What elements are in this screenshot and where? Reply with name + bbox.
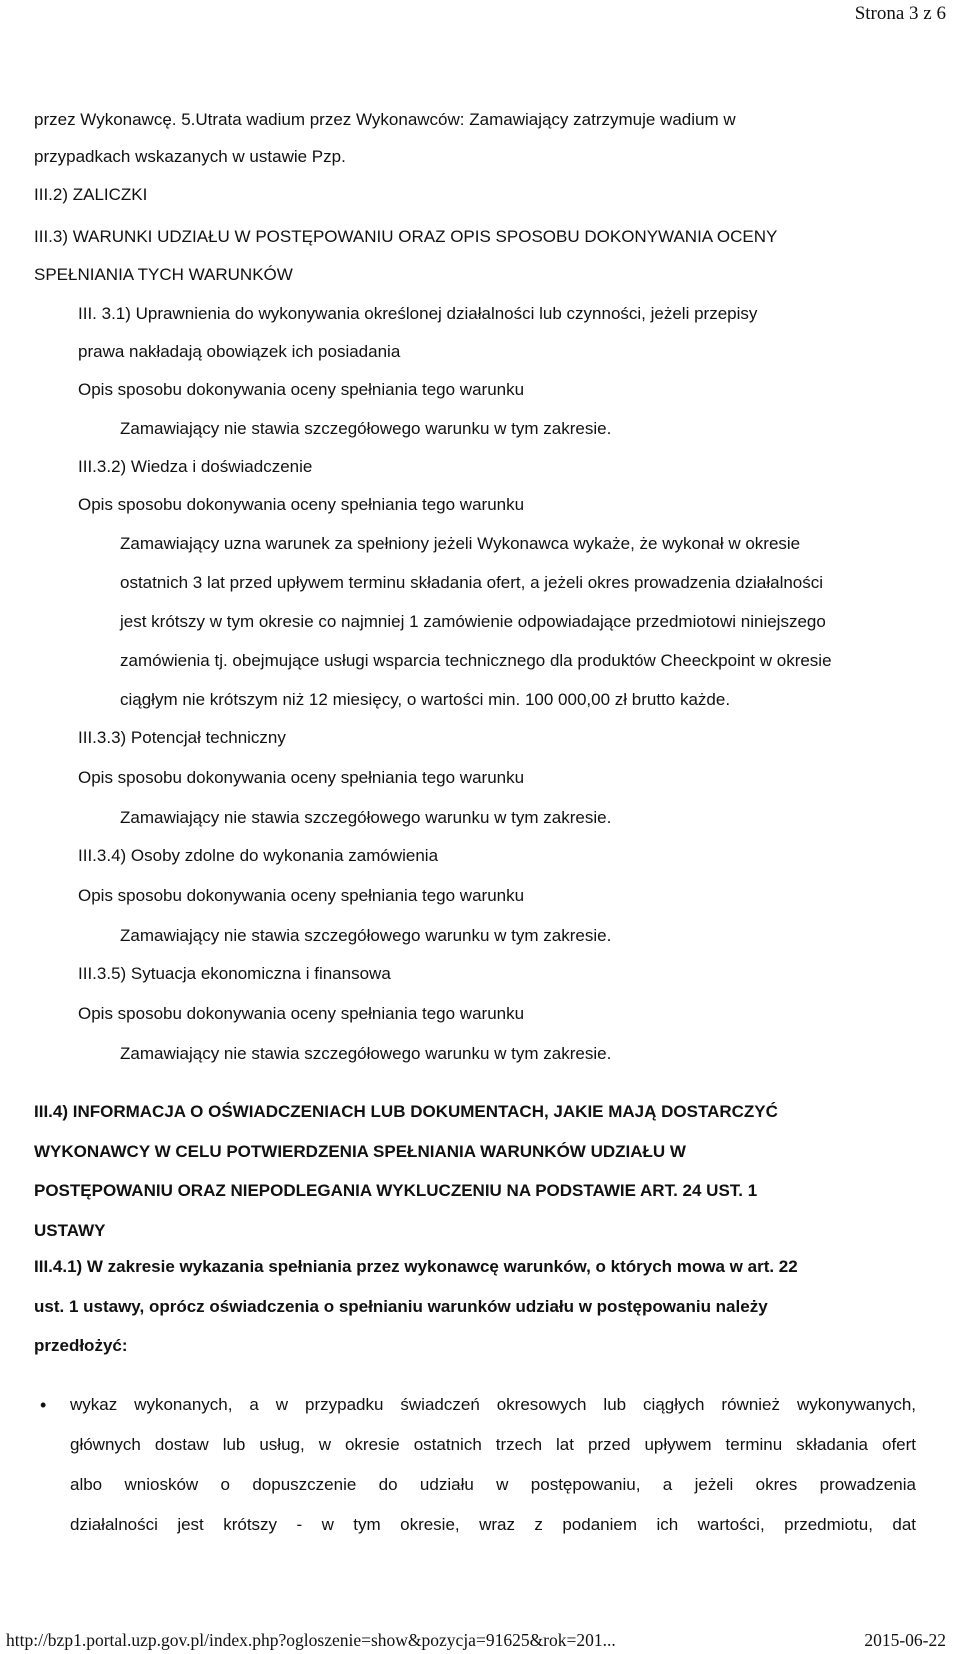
assessment-label: Opis sposobu dokonywania oceny spełniania tego warunku <box>78 380 525 399</box>
section-heading: SPEŁNIANIA TYCH WARUNKÓW <box>34 265 293 284</box>
assessment-text: zamówienia tj. obejmujące usługi wsparcia technicznego dla produktów Cheeckpoint w okresie <box>120 651 832 670</box>
footer-date: 2015-06-22 <box>864 1630 946 1650</box>
list-item-line: wykaz wykonanych, a w przypadku świadczeń okresowych lub ciągłych również wykonywanych, <box>70 1395 916 1414</box>
subsection-heading: prawa nakładają obowiązek ich posiadania <box>78 342 401 361</box>
subsection-heading: ust. 1 ustawy, oprócz oświadczenia o spełnianiu warunków udziału w postępowaniu należy <box>34 1297 768 1316</box>
subsection-heading: III.3.4) Osoby zdolne do wykonania zamówienia <box>78 846 439 865</box>
subsection-heading: przedłożyć: <box>34 1336 128 1355</box>
section-heading: III.4) INFORMACJA O OŚWIADCZENIACH LUB DOKUMENTACH, JAKIE MAJĄ DOSTARCZYĆ <box>34 1102 778 1121</box>
subsection-heading: III.3.3) Potencjał techniczny <box>78 728 286 747</box>
section-heading: USTAWY <box>34 1221 106 1240</box>
subsection-heading: III.4.1) W zakresie wykazania spełniania przez wykonawcę warunków, o których mowa w art. 22 <box>34 1257 798 1276</box>
list-item-line: głównych dostaw lub usług, w okresie ostatnich trzech lat przed upływem terminu składania ofert <box>70 1435 916 1454</box>
section-heading: III.3) WARUNKI UDZIAŁU W POSTĘPOWANIU ORAZ OPIS SPOSOBU DOKONYWANIA OCENY <box>34 227 778 246</box>
assessment-label: Opis sposobu dokonywania oceny spełniania tego warunku <box>78 768 525 787</box>
assessment-text: Zamawiający nie stawia szczegółowego warunku w tym zakresie. <box>120 926 612 945</box>
list-item-line: albo wniosków o dopuszczenie do udziału w postępowaniu, a jeżeli okres prowadzenia <box>70 1475 916 1494</box>
assessment-label: Opis sposobu dokonywania oceny spełniania tego warunku <box>78 886 525 905</box>
assessment-text: Zamawiający nie stawia szczegółowego warunku w tym zakresie. <box>120 419 612 438</box>
assessment-text: Zamawiający nie stawia szczegółowego warunku w tym zakresie. <box>120 808 612 827</box>
assessment-text: Zamawiający nie stawia szczegółowego warunku w tym zakresie. <box>120 1044 612 1063</box>
assessment-label: Opis sposobu dokonywania oceny spełniania tego warunku <box>78 1004 525 1023</box>
section-heading: POSTĘPOWANIU ORAZ NIEPODLEGANIA WYKLUCZENIU NA PODSTAWIE ART. 24 UST. 1 <box>34 1181 758 1200</box>
section-heading: WYKONAWCY W CELU POTWIERDZENIA SPEŁNIANIA WARUNKÓW UDZIAŁU W <box>34 1142 686 1161</box>
bullet-marker: • <box>40 1395 47 1415</box>
assessment-text: Zamawiający uzna warunek za spełniony jeżeli Wykonawca wykaże, że wykonał w okresie <box>120 534 801 553</box>
text-line: przez Wykonawcę. 5.Utrata wadium przez Wykonawców: Zamawiający zatrzymuje wadium w <box>34 110 736 129</box>
assessment-text: jest krótszy w tym okresie co najmniej 1 zamówienie odpowiadające przedmiotowi niniejszego <box>120 612 826 631</box>
assessment-text: ciągłym nie krótszym niż 12 miesięcy, o wartości min. 100 000,00 zł brutto każde. <box>120 690 731 709</box>
footer-url: http://bzp1.portal.uzp.gov.pl/index.php?ogloszenie=show&pozycja=91625&rok=201... <box>6 1630 616 1650</box>
section-heading: III.2) ZALICZKI <box>34 185 148 204</box>
assessment-label: Opis sposobu dokonywania oceny spełniania tego warunku <box>78 495 525 514</box>
text-line: przypadkach wskazanych w ustawie Pzp. <box>34 147 346 166</box>
list-item-line: działalności jest krótszy - w tym okresie, wraz z podaniem ich wartości, przedmiotu, dat <box>70 1515 916 1534</box>
subsection-heading: III.3.2) Wiedza i doświadczenie <box>78 457 313 476</box>
subsection-heading: III.3.5) Sytuacja ekonomiczna i finansowa <box>78 964 391 983</box>
assessment-text: ostatnich 3 lat przed upływem terminu składania ofert, a jeżeli okres prowadzenia działalności <box>120 573 824 592</box>
subsection-heading: III. 3.1) Uprawnienia do wykonywania określonej działalności lub czynności, jeżeli przepisy <box>78 304 758 323</box>
page-number: Strona 3 z 6 <box>854 3 946 24</box>
